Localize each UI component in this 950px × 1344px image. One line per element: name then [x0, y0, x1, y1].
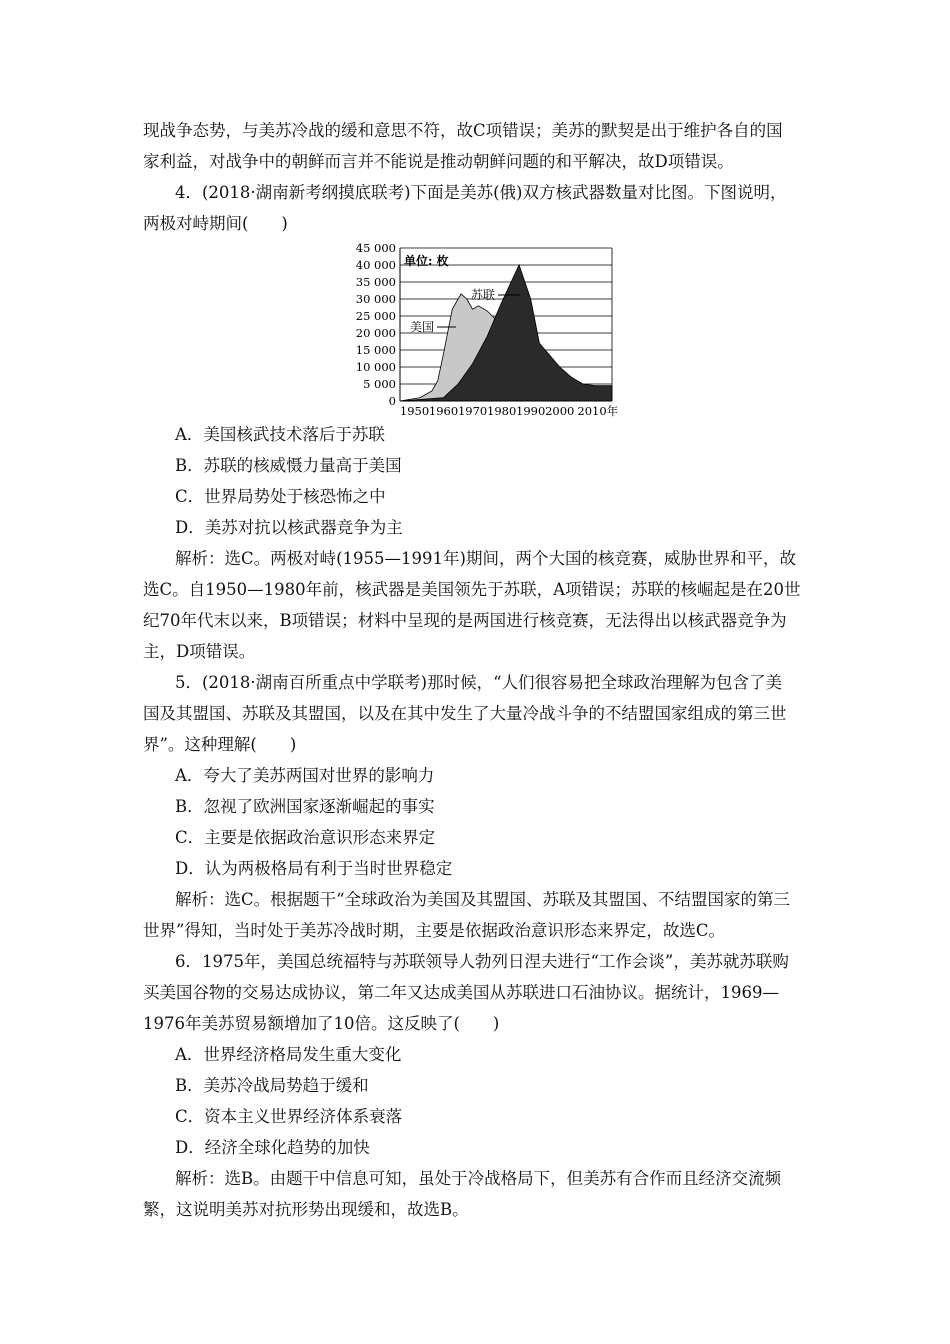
q6-stem: 6．1975年，美国总统福特与苏联领导人勃列日涅夫进行“工作会谈”，美苏就苏联购	[175, 952, 789, 971]
chart-unit-label: 单位: 枚	[404, 254, 449, 268]
q4-analysis: 纪70年代末以来，B项错误；材料中呈现的是两国进行核竞赛，无法得出以核武器竞争为	[143, 611, 787, 630]
q4-option-a: A．美国核武技术落后于苏联	[175, 425, 385, 444]
q5-stem: 界”。这种理解( )	[143, 735, 297, 754]
q4-option-d: D．美苏对抗以核武器竞争为主	[175, 518, 403, 537]
x-tick-label: 2010年	[577, 404, 619, 418]
y-tick-label: 40 000	[355, 258, 396, 272]
x-tick-label: 1950	[399, 404, 430, 418]
q6-stem: 买美国谷物的交易达成协议，第二年又达成美国从苏联进口石油协议。据统计，1969—	[143, 983, 779, 1002]
q4-stem: 4．(2018·湖南新考纲摸底联考)下面是美苏(俄)双方核武器数量对比图。下图说明，	[175, 183, 787, 202]
series-label-ussr: 苏联	[471, 288, 496, 302]
y-tick-label: 10 000	[355, 360, 396, 374]
x-tick-label: 1960	[428, 404, 459, 418]
y-tick-label: 20 000	[355, 326, 396, 340]
q4-option-b: B．苏联的核威慑力量高于美国	[175, 456, 402, 475]
q5-stem: 国及其盟国、苏联及其盟国，以及在其中发生了大量冷战斗争的不结盟国家组成的第三世	[143, 704, 787, 723]
series-label-usa: 美国	[410, 320, 435, 334]
q6-option-c: C．资本主义世界经济体系衰落	[175, 1107, 403, 1126]
q5-analysis: 世界”得知，当时处于美苏冷战时期，主要是依据政治意识形态来界定，故选C。	[143, 921, 726, 940]
y-tick-label: 35 000	[355, 275, 396, 289]
x-tick-label: 2000	[545, 404, 575, 418]
q4-stem: 两极对峙期间( )	[143, 214, 288, 233]
q5-option-d: D．认为两极格局有利于当时世界稳定	[175, 859, 453, 878]
q3-analysis-line: 现战争态势，与美苏冷战的缓和意思不符，故C项错误；美苏的默契是出于维护各自的国	[143, 121, 783, 140]
x-tick-label: 1970	[457, 404, 488, 418]
y-tick-label: 0	[388, 394, 396, 408]
q3-analysis-line: 家利益，对战争中的朝鲜而言并不能说是推动朝鲜问题的和平解决，故D项错误。	[143, 152, 734, 171]
y-tick-label: 25 000	[355, 309, 396, 323]
q4-option-c: C．世界局势处于核恐怖之中	[175, 487, 386, 506]
q4-analysis: 主，D项错误。	[143, 642, 256, 661]
x-tick-label: 1990	[516, 404, 546, 418]
q6-option-d: D．经济全球化趋势的加快	[175, 1138, 370, 1157]
x-tick-label: 1980	[487, 404, 517, 418]
q6-analysis: 解析：选B。由题干中信息可知，虽处于冷战格局下，但美苏有合作而且经济交流频	[175, 1169, 782, 1188]
q6-option-a: A．世界经济格局发生重大变化	[175, 1045, 402, 1064]
q6-option-b: B．美苏冷战局势趋于缓和	[175, 1076, 369, 1095]
q4-analysis: 解析：选C。两极对峙(1955—1991年)期间，两个大国的核竞赛，威胁世界和平，故	[175, 549, 796, 568]
y-tick-label: 5 000	[363, 377, 396, 391]
q6-stem: 1976年美苏贸易额增加了10倍。这反映了( )	[143, 1014, 500, 1033]
y-tick-label: 30 000	[355, 292, 396, 306]
q5-option-a: A．夸大了美苏两国对世界的影响力	[175, 766, 435, 785]
q5-stem: 5．(2018·湖南百所重点中学联考)那时候，“人们很容易把全球政治理解为包含了美	[175, 673, 783, 692]
q5-option-c: C．主要是依据政治意识形态来界定	[175, 828, 436, 847]
nuclear-weapons-chart	[350, 238, 690, 423]
y-tick-label: 15 000	[355, 343, 396, 357]
q6-analysis: 繁，这说明美苏对抗形势出现缓和，故选B。	[143, 1200, 469, 1219]
y-tick-label: 45 000	[355, 241, 396, 255]
q4-analysis: 选C。自1950—1980年前，核武器是美国领先于苏联，A项错误；苏联的核崛起是在20世	[143, 580, 801, 599]
q5-option-b: B．忽视了欧洲国家逐渐崛起的事实	[175, 797, 435, 816]
q5-analysis: 解析：选C。根据题干“全球政治为美国及其盟国、苏联及其盟国、不结盟国家的第三	[175, 890, 791, 909]
